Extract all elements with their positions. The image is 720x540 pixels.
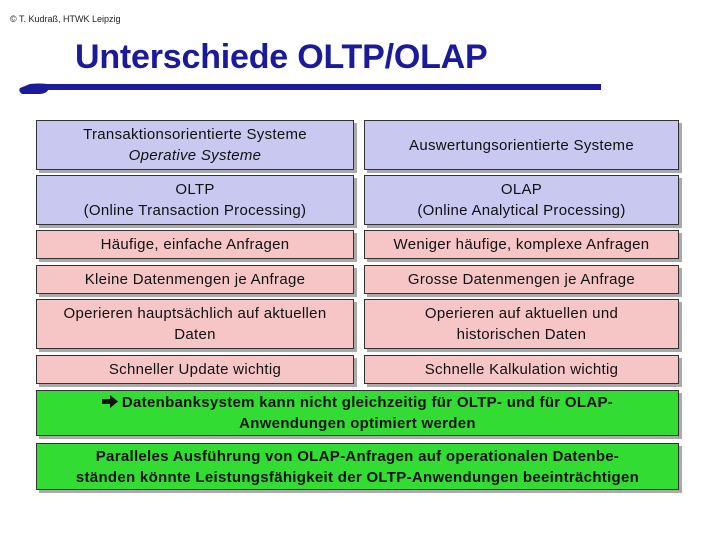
row-1-left-text: Häufige, einfache Anfragen bbox=[100, 236, 290, 253]
olap-label: OLAP bbox=[500, 181, 543, 198]
note-line2: ständen könnte Leistungsfähigkeit der OLTP-Anwendungen beeinträchtigen bbox=[75, 468, 640, 486]
row-4-right-text: Schnelle Kalkulation wichtig bbox=[424, 361, 619, 378]
arrow-right-icon bbox=[102, 395, 118, 408]
row-1-left bbox=[36, 230, 354, 259]
oltp-cell bbox=[36, 175, 354, 225]
copyright-notice: © T. Kudraß, HTWK Leipzig bbox=[10, 14, 121, 24]
header-right-label: Auswertungsorientierte Systeme bbox=[409, 136, 634, 154]
conclusion-line1: Datenbanksystem kann nicht gleichzeitig für OLTP- und für OLAP- bbox=[121, 394, 614, 411]
row-3-left-line2: Daten bbox=[174, 326, 216, 343]
header-cell-transaction-systems bbox=[36, 120, 354, 170]
conclusion-box bbox=[36, 390, 679, 436]
row-2-right-text: Grosse Datenmengen je Anfrage bbox=[407, 271, 636, 288]
row-4-left bbox=[36, 355, 354, 384]
row-3-right bbox=[364, 299, 679, 349]
title-underline bbox=[18, 82, 601, 96]
oltp-label: OLTP bbox=[175, 181, 215, 198]
header-cell-analysis-systems bbox=[364, 120, 679, 170]
row-2-right bbox=[364, 265, 679, 294]
row-3-right-line2: historischen Daten bbox=[456, 326, 587, 343]
olap-expansion: (Online Analytical Processing) bbox=[417, 202, 626, 219]
header-left-line2: Operative Systeme bbox=[128, 147, 262, 164]
row-3-left-line1: Operieren hauptsächlich auf aktuellen bbox=[63, 305, 327, 322]
page-title: Unterschiede OLTP/OLAP bbox=[75, 38, 488, 76]
row-4-left-text: Schneller Update wichtig bbox=[108, 361, 282, 378]
row-2-left-text: Kleine Datenmengen je Anfrage bbox=[84, 271, 306, 288]
row-1-right-text: Weniger häufige, komplexe Anfragen bbox=[393, 236, 650, 253]
header-left-line1: Transaktionsorientierte Systeme bbox=[83, 126, 307, 143]
conclusion-line2: Anwendungen optimiert werden bbox=[239, 415, 476, 432]
row-3-right-line1: Operieren auf aktuellen und bbox=[424, 305, 619, 322]
row-2-left bbox=[36, 265, 354, 294]
row-4-right bbox=[364, 355, 679, 384]
oltp-expansion: (Online Transaction Processing) bbox=[83, 202, 307, 219]
note-box bbox=[36, 443, 679, 490]
row-3-left bbox=[36, 299, 354, 349]
olap-cell bbox=[364, 175, 679, 225]
row-1-right bbox=[364, 230, 679, 259]
note-line1: Paralleles Ausführung von OLAP-Anfragen auf operationalen Datenbe- bbox=[95, 447, 620, 465]
